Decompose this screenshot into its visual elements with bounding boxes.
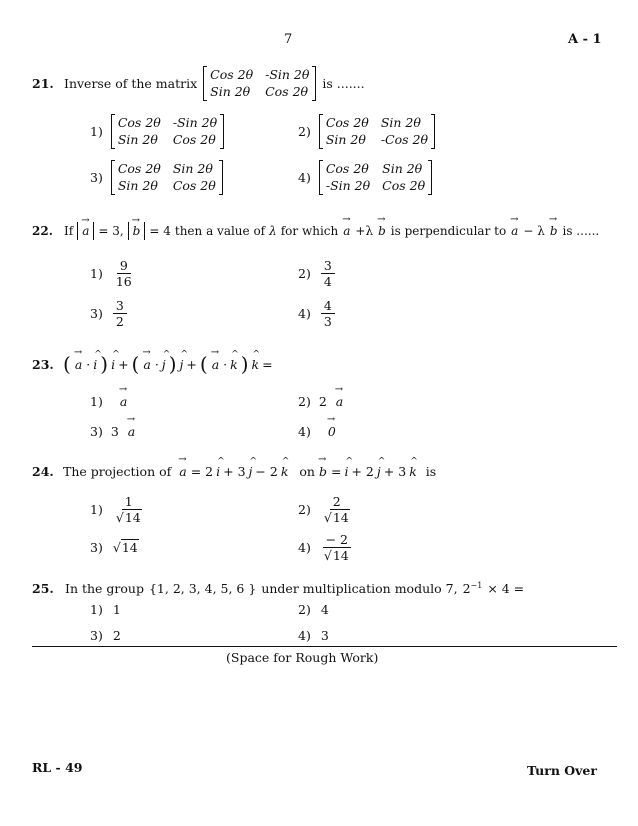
- option-23-1[interactable]: 1) → a: [90, 394, 128, 409]
- question-24: 24. The projection of → a = 2 ^ i + 3 ^ j − 2 ^ k on → b = ^ i + 2 ^ j + 3 ^ k is: [32, 464, 436, 479]
- option-23-3[interactable]: 3) 3 → a: [90, 424, 136, 439]
- question-25: 25. In the group {1, 2, 3, 4, 5, 6 } under multiplication modulo 7, $2^{-1}$ × 4 =: [32, 581, 525, 597]
- question-number: 21.: [32, 76, 54, 91]
- b-value: = 4: [149, 224, 171, 238]
- question-matrix: Cos 2θ -Sin 2θ Sin 2θ Cos 2θ: [203, 66, 316, 101]
- abs-b: → b: [128, 222, 146, 240]
- rough-work-label: (Space for Rough Work): [226, 650, 379, 665]
- option-25-3[interactable]: 3) 2: [90, 628, 121, 643]
- option-25-4[interactable]: 4) 3: [298, 628, 329, 643]
- option-24-3[interactable]: 3) √14: [90, 540, 138, 555]
- footer-code: RL - 49: [32, 760, 83, 775]
- turn-over-label: Turn Over: [527, 763, 597, 778]
- a-value: = 3,: [98, 224, 124, 238]
- question-number: 23.: [32, 356, 54, 372]
- option-21-4[interactable]: 4) Cos 2θ Sin 2θ -Sin 2θ Cos 2θ: [298, 160, 432, 195]
- question-21: [32, 66, 365, 101]
- if-text: If: [64, 224, 74, 238]
- series-code: A - 1: [568, 32, 602, 47]
- option-21-3[interactable]: 3) Cos 2θ Sin 2θ Sin 2θ Cos 2θ: [90, 160, 223, 195]
- option-22-4[interactable]: 4) $\frac{4}{3}$: [298, 298, 335, 329]
- option-23-2[interactable]: 2) 2 → a: [298, 394, 344, 409]
- option-22-2[interactable]: 2) $\frac{3}{4}$: [298, 258, 335, 289]
- question-22: 22. If → a = 3, → b = 4 then a value of λ for which → a +λ → b is perpendicular to → a − λ → b is ......: [32, 222, 599, 240]
- option-24-4[interactable]: 4) $\frac{- 2}{√14}$: [298, 532, 353, 563]
- abs-a: → a: [77, 222, 94, 240]
- question-number: 25.: [32, 581, 54, 597]
- question-number: 22.: [32, 224, 53, 238]
- question-text: Inverse of the matrix: [64, 76, 198, 91]
- option-24-1[interactable]: 1) $\frac{1}{√14}$: [90, 494, 141, 525]
- option-matrix: Cos 2θ Sin 2θ Sin 2θ -Cos 2θ: [319, 114, 435, 149]
- option-22-1[interactable]: 1) $\frac{9}{16}$: [90, 258, 132, 289]
- option-21-2[interactable]: 2) Cos 2θ Sin 2θ Sin 2θ -Cos 2θ: [298, 114, 435, 149]
- option-25-1[interactable]: 1) 1: [90, 602, 121, 617]
- divider-line: [32, 646, 617, 647]
- option-21-1[interactable]: 1) Cos 2θ -Sin 2θ Sin 2θ Cos 2θ: [90, 114, 224, 149]
- option-22-3[interactable]: 3) $\frac{3}{2}$: [90, 298, 127, 329]
- option-23-4[interactable]: 4) → 0: [298, 424, 337, 439]
- question-tail: is .......: [322, 76, 365, 91]
- question-23: 23. ( → a · ^ i ) ^ i + ( → a · ^ j ) ^ j + ( → a · ^ k ) ^ k =: [32, 352, 273, 376]
- option-24-2[interactable]: 2) $\frac{2}{√14}$: [298, 494, 349, 525]
- option-matrix: Cos 2θ Sin 2θ Sin 2θ Cos 2θ: [111, 160, 223, 195]
- question-number: 24.: [32, 464, 54, 479]
- page-number: 7: [284, 32, 293, 47]
- option-matrix: Cos 2θ Sin 2θ -Sin 2θ Cos 2θ: [319, 160, 432, 195]
- option-matrix: Cos 2θ -Sin 2θ Sin 2θ Cos 2θ: [111, 114, 224, 149]
- option-25-2[interactable]: 2) 4: [298, 602, 329, 617]
